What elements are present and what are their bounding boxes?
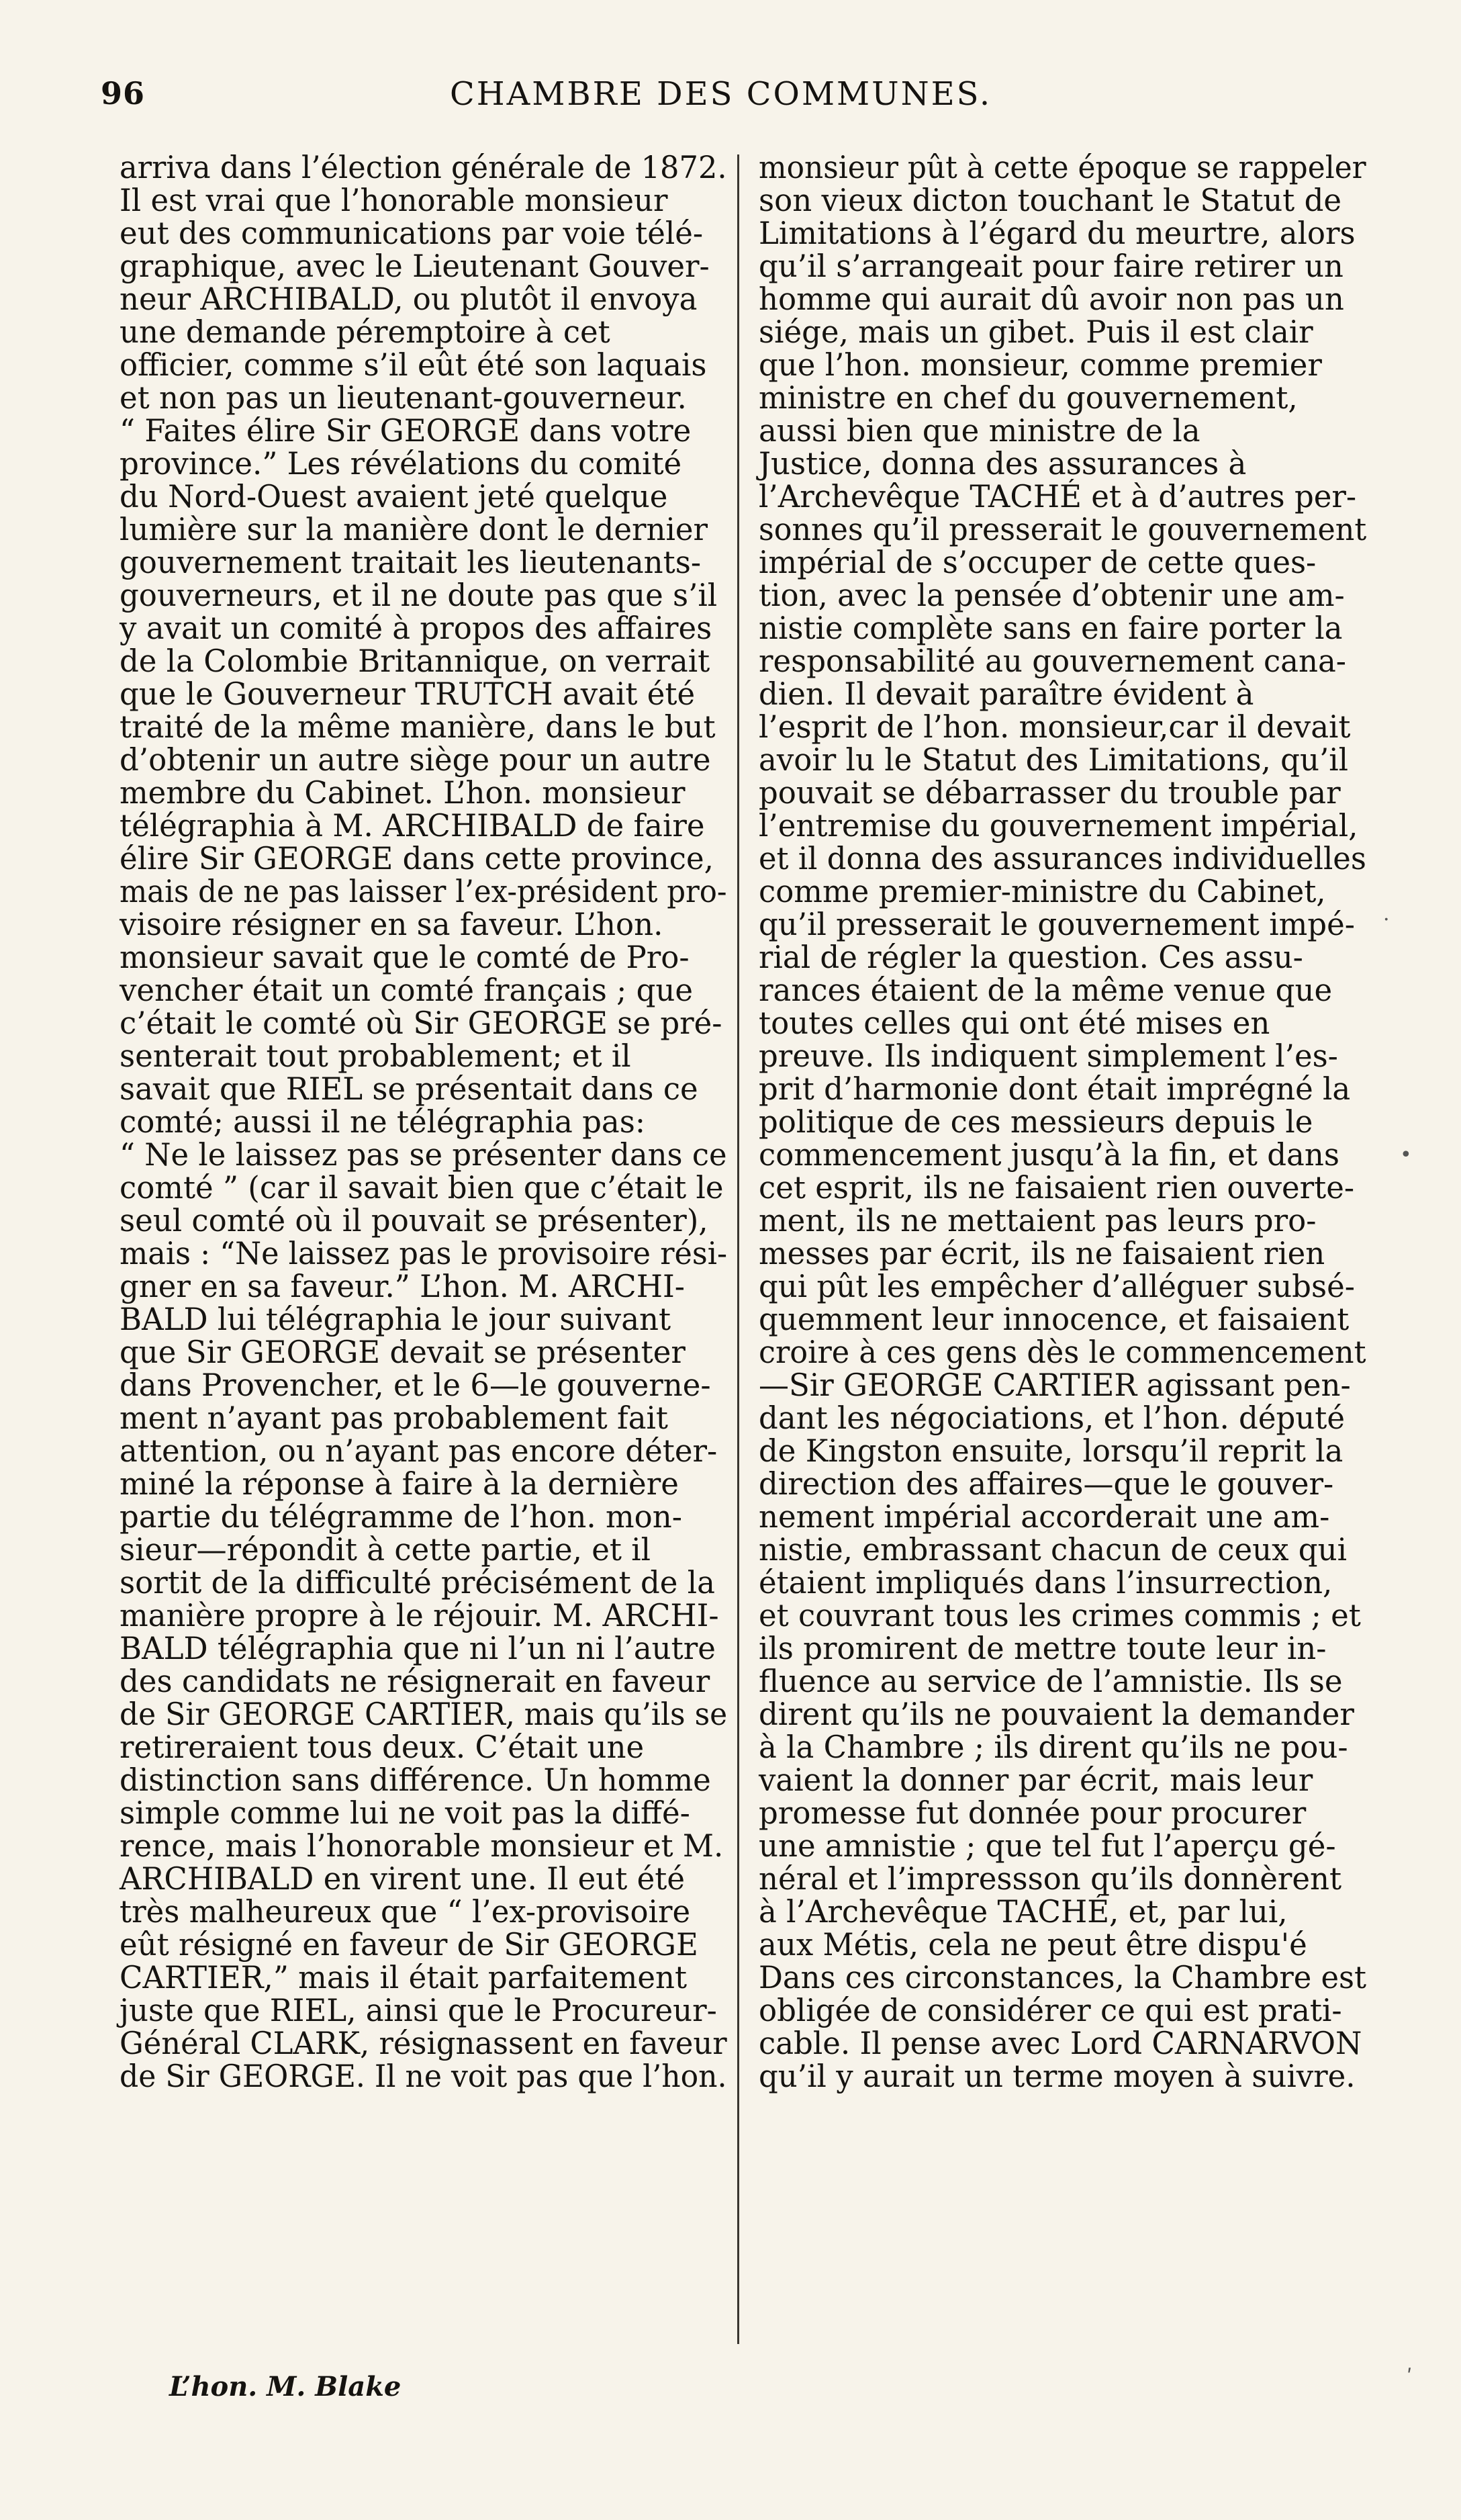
left-column-line: attention, ou n’ayant pas encore déter-: [120, 1433, 718, 1469]
left-column-line: très malheureux que “ l’ex-provisoire: [120, 1894, 691, 1930]
right-column-line: ment, ils ne mettaient pas leurs pro-: [759, 1203, 1317, 1239]
left-column-line: gouvernement traitait les lieutenants-: [120, 545, 702, 580]
left-column-line: officier, comme s’il eût été son laquais: [120, 347, 707, 383]
column-divider: [737, 154, 739, 2344]
left-column-line: de la Colombie Britannique, on verrait: [120, 643, 710, 679]
right-column-line: aussi bien que ministre de la: [759, 413, 1200, 449]
right-column-line: siége, mais un gibet. Puis il est clair: [759, 314, 1313, 350]
right-column-line: l’entremise du gouvernement impérial,: [759, 808, 1358, 844]
right-column-line: aux Métis, cela ne peut être dispu'é: [759, 1927, 1307, 1963]
left-column-line: des candidats ne résignerait en faveur: [120, 1664, 710, 1699]
left-column-line: comté; aussi il ne télégraphia pas:: [120, 1104, 646, 1140]
right-column-line: son vieux dicton touchant le Statut de: [759, 183, 1342, 218]
right-column-line: obligée de considérer ce qui est prati-: [759, 1993, 1342, 2028]
left-column-line: dans Provencher, et le 6—le gouverne-: [120, 1367, 711, 1403]
right-column-line: cable. Il pense avec Lord CARNARVON: [759, 2026, 1362, 2061]
left-column-line: mais : “Ne laissez pas le provisoire rési-: [120, 1236, 728, 1271]
right-column-line: messes par écrit, ils ne faisaient rien: [759, 1236, 1325, 1271]
right-column-line: de Kingston ensuite, lorsqu’il reprit la: [759, 1433, 1344, 1469]
left-column-line: mais de ne pas laisser l’ex-président pro-: [120, 874, 727, 909]
right-column-line: direction des affaires—que le gouver-: [759, 1466, 1334, 1502]
left-column-line: monsieur savait que le comté de Pro-: [120, 940, 690, 975]
right-column-line: cet esprit, ils ne faisaient rien ouverte-: [759, 1170, 1355, 1206]
right-column-line: Limitations à l’égard du meurtre, alors: [759, 216, 1356, 251]
left-column-line: eût résigné en faveur de Sir GEORGE: [120, 1927, 698, 1963]
left-column-line: lumière sur la manière dont le dernier: [120, 512, 708, 547]
right-column-line: ils promirent de mettre toute leur in-: [759, 1631, 1327, 1666]
right-column-line: nistie, embrassant chacun de ceux qui: [759, 1532, 1348, 1568]
left-column-line: comté ” (car il savait bien que c’était le: [120, 1170, 724, 1206]
left-column-line: savait que RIEL se présentait dans ce: [120, 1071, 698, 1107]
right-column-line: nistie complète sans en faire porter la: [759, 611, 1343, 646]
right-column-line: homme qui aurait dû avoir non pas un: [759, 281, 1344, 317]
right-column-line: et il donna des assurances individuelles: [759, 841, 1366, 876]
right-column-line: commencement jusqu’à la fin, et dans: [759, 1137, 1339, 1173]
left-column-line: retireraient tous deux. C’était une: [120, 1729, 645, 1765]
left-column-line: sortit de la difficulté précisément de la: [120, 1565, 715, 1601]
left-column-line: d’obtenir un autre siège pour un autre: [120, 742, 711, 778]
left-column-line: que le Gouverneur TRUTCH avait été: [120, 676, 696, 712]
right-column-line: avoir lu le Statut des Limitations, qu’il: [759, 742, 1349, 778]
page-header: [101, 75, 1363, 122]
left-column-line: senterait tout probablement; et il: [120, 1038, 631, 1074]
left-column-line: du Nord-Ouest avaient jeté quelque: [120, 479, 668, 514]
right-column-line: fluence au service de l’amnistie. Ils se: [759, 1664, 1343, 1699]
left-column-line: distinction sans différence. Un homme: [120, 1762, 711, 1798]
left-column-line: miné la réponse à faire à la dernière: [120, 1466, 679, 1502]
left-column-line: partie du télégramme de l’hon. mon-: [120, 1499, 682, 1535]
right-column-line: promesse fut donnée pour procurer: [759, 1795, 1307, 1831]
right-column-line: et couvrant tous les crimes commis ; et: [759, 1598, 1361, 1633]
left-column-line: traité de la même manière, dans le but: [120, 709, 716, 745]
left-column-line: ARCHIBALD en virent une. Il eut été: [120, 1861, 686, 1897]
left-column-line: une demande péremptoire à cet: [120, 314, 610, 350]
left-column-line: ment n’ayant pas probablement fait: [120, 1400, 669, 1436]
right-column-line: impérial de s’occuper de cette ques-: [759, 545, 1317, 580]
right-column-line: ministre en chef du gouvernement,: [759, 380, 1298, 416]
right-column-line: monsieur pût à cette époque se rappeler: [759, 150, 1366, 185]
right-column-line: néral et l’impressson qu’ils donnèrent: [759, 1861, 1342, 1897]
left-column-line: BALD lui télégraphia le jour suivant: [120, 1302, 671, 1337]
left-column-line: manière propre à le réjouir. M. ARCHI-: [120, 1598, 719, 1633]
right-column-line: à la Chambre ; ils dirent qu’ils ne pou-: [759, 1729, 1348, 1765]
right-column-line: que l’hon. monsieur, comme premier: [759, 347, 1322, 383]
right-column-line: quemment leur innocence, et faisaient: [759, 1302, 1350, 1337]
right-column-line: à l’Archevêque TACHÉ, et, par lui,: [759, 1894, 1288, 1930]
margin-mark: •: [1400, 1143, 1412, 1167]
left-column-line: juste que RIEL, ainsi que le Procureur-: [120, 1993, 717, 2028]
left-column-line: gouverneurs, et il ne doute pas que s’il: [120, 578, 718, 613]
right-column-line: l’esprit de l’hon. monsieur,car il devait: [759, 709, 1351, 745]
right-column-line: nement impérial accorderait une am-: [759, 1499, 1330, 1535]
left-column-line: y avait un comité à propos des affaires: [120, 611, 712, 646]
left-column-line: graphique, avec le Lieutenant Gouver-: [120, 249, 710, 284]
margin-mark: ·: [1383, 908, 1390, 932]
right-column-line: rial de régler la question. Ces assu-: [759, 940, 1303, 975]
left-column-line: Général CLARK, résignassent en faveur: [120, 2026, 727, 2061]
right-column-line: sonnes qu’il presserait le gouvernement: [759, 512, 1367, 547]
right-column-line: tion, avec la pensée d’obtenir une am-: [759, 578, 1345, 613]
left-column-line: membre du Cabinet. L’hon. monsieur: [120, 775, 686, 811]
left-column-line: simple comme lui ne voit pas la diffé-: [120, 1795, 690, 1831]
left-column-line: élire Sir GEORGE dans cette province,: [120, 841, 714, 876]
right-column-line: —Sir GEORGE CARTIER agissant pen-: [759, 1367, 1351, 1403]
right-column-line: dant les négociations, et l’hon. député: [759, 1400, 1346, 1436]
left-column-line: arriva dans l’élection générale de 1872.: [120, 150, 727, 185]
left-column-line: eut des communications par voie télé-: [120, 216, 704, 251]
left-column-line: sieur—répondit à cette partie, et il: [120, 1532, 651, 1568]
left-column-line: “ Faites élire Sir GEORGE dans votre: [120, 413, 692, 449]
left-column-line: visoire résigner en sa faveur. L’hon.: [120, 907, 663, 942]
right-column-line: une amnistie ; que tel fut l’aperçu gé-: [759, 1828, 1336, 1864]
left-column-line: de Sir GEORGE CARTIER, mais qu’ils se: [120, 1697, 728, 1732]
left-column-line: que Sir GEORGE devait se présenter: [120, 1335, 686, 1370]
right-column-line: toutes celles qui ont été mises en: [759, 1005, 1270, 1041]
right-column-line: comme premier-ministre du Cabinet,: [759, 874, 1326, 909]
right-column-line: preuve. Ils indiquent simplement l’es-: [759, 1038, 1338, 1074]
right-column-line: qu’il presserait le gouvernement impé-: [759, 907, 1355, 942]
right-column-line: pouvait se débarrasser du trouble par: [759, 775, 1341, 811]
right-column-line: qu’il s’arrangeait pour faire retirer un: [759, 249, 1344, 284]
right-column-line: prit d’harmonie dont était imprégné la: [759, 1071, 1351, 1107]
speaker-footnote: L’hon. M. Blake: [169, 2371, 402, 2402]
left-column-line: de Sir GEORGE. Il ne voit pas que l’hon.: [120, 2059, 727, 2094]
left-column-line: c’était le comté où Sir GEORGE se pré-: [120, 1005, 722, 1041]
left-column: [120, 151, 734, 2093]
right-column-line: rances étaient de la même venue que: [759, 973, 1333, 1008]
right-column-line: Dans ces circonstances, la Chambre est: [759, 1960, 1367, 1995]
right-column-line: vaient la donner par écrit, mais leur: [759, 1762, 1313, 1798]
right-column-line: croire à ces gens dès le commencement: [759, 1335, 1366, 1370]
right-column-line: qu’il y aurait un terme moyen à suivre.: [759, 2059, 1356, 2094]
left-column-line: et non pas un lieutenant-gouverneur.: [120, 380, 687, 416]
left-column-line: province.” Les révélations du comité: [120, 446, 682, 482]
left-column-line: neur ARCHIBALD, ou plutôt il envoya: [120, 281, 698, 317]
right-column-line: l’Archevêque TACHÉ et à d’autres per-: [759, 479, 1357, 514]
right-column-line: étaient impliqués dans l’insurrection,: [759, 1565, 1333, 1601]
right-column-line: Justice, donna des assurances à: [759, 446, 1247, 482]
left-column-line: “ Ne le laissez pas se présenter dans ce: [120, 1137, 727, 1173]
left-column-line: seul comté où il pouvait se présenter),: [120, 1203, 708, 1239]
left-column-line: vencher était un comté français ; que: [120, 973, 694, 1008]
left-column-line: CARTIER,” mais il était parfaitement: [120, 1960, 688, 1995]
right-column-line: qui pût les empêcher d’alléguer subsé-: [759, 1269, 1355, 1304]
right-column: [759, 151, 1373, 2093]
right-column-line: politique de ces messieurs depuis le: [759, 1104, 1313, 1140]
running-title: CHAMBRE DES COMMUNES.: [450, 75, 992, 113]
right-column-line: dien. Il devait paraître évident à: [759, 676, 1254, 712]
page-number: 96: [101, 75, 146, 111]
left-column-line: BALD télégraphia que ni l’un ni l’autre: [120, 1631, 716, 1666]
left-column-line: rence, mais l’honorable monsieur et M.: [120, 1828, 724, 1864]
right-column-line: responsabilité au gouvernement cana-: [759, 643, 1347, 679]
right-column-line: dirent qu’ils ne pouvaient la demander: [759, 1697, 1354, 1732]
left-column-line: Il est vrai que l’honorable monsieur: [120, 183, 668, 218]
margin-mark: ʹ: [1407, 2366, 1413, 2389]
left-column-line: gner en sa faveur.” L’hon. M. ARCHI-: [120, 1269, 685, 1304]
left-column-line: télégraphia à M. ARCHIBALD de faire: [120, 808, 705, 844]
